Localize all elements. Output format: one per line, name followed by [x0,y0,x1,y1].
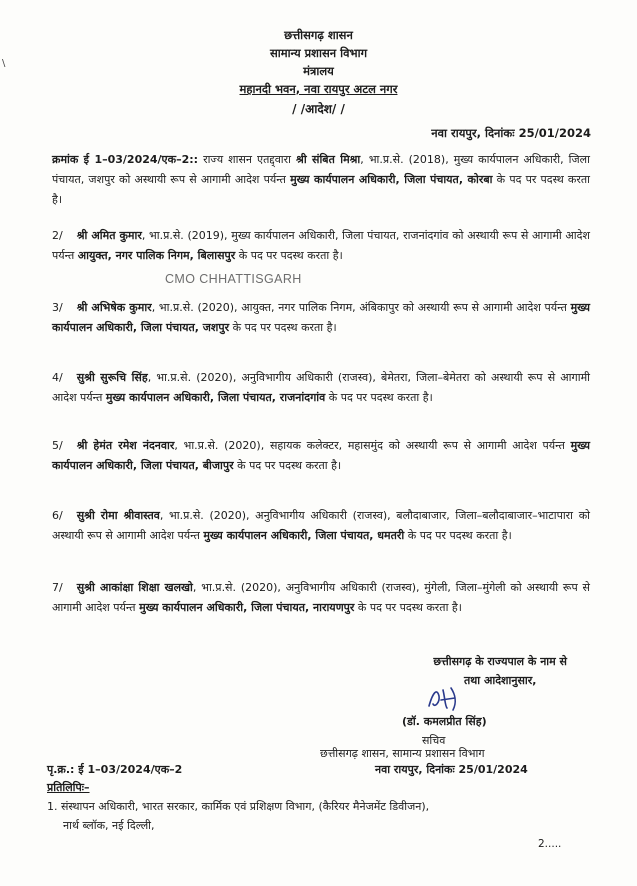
officer-name: श्री अमित कुमार [76,229,142,242]
officer-signatory-name: (डॉ. कमलप्रीत सिंह) [402,715,487,728]
order-paragraph-1 [52,150,590,210]
order-title: / /आदेश/ / [292,102,345,116]
posting: मुख्य कार्यपालन अधिकारी, जिला पंचायत, राजनांदगांव [105,391,326,404]
para-text: राज्य शासन एतद्द्वारा [198,153,297,166]
para-number: 3/ [52,301,63,314]
authority-line-2: तथा आदेशानुसार, [463,674,537,687]
officer-name: श्री हेमंत रमेश नंदनवार [76,439,175,452]
posting: मुख्य कार्यपालन अधिकारी, जिला पंचायत, कोरबा [290,173,493,186]
document-header [0,26,637,98]
para-text: , भा.प्र.से. (2020), अनुविभागीय अधिकारी (राजस्व), बेमेतरा, जिला–बेमेतरा को अस्थायी रूप से आगामी आदेश पर्यन्त [52,371,590,404]
copy-item-line: 1. संस्थापन अधिकारी, भारत सरकार, कार्मिक एवं प्रशिक्षण विभाग, (कैरियर मैनेजमेंट डिवीजन), [47,800,430,813]
para-number: 2/ [52,229,63,242]
reference-number: पृ.क्र.: ई 1–03/2024/एक–2 [47,763,183,776]
officer-date: नवा रायपुर, दिनांकः 25/01/2024 [375,763,528,776]
order-paragraph-7 [52,578,590,618]
order-paragraph-5 [52,436,590,476]
para-text: के पद पर पदस्थ करता है। [404,529,512,542]
header-ministry: मंत्रालय [303,64,334,78]
order-paragraph-3 [52,298,590,338]
posting: मुख्य कार्यपालन अधिकारी, जिला पंचायत, धमतरी [203,529,405,542]
order-paragraph-4 [52,368,590,408]
para-text: के पद पर पदस्थ करता है। [325,391,433,404]
officer-name: सुश्री सुरूचि सिंह [76,371,148,384]
para-text: , भा.प्र.से. (2020), अनुविभागीय अधिकारी (राजस्व), बलौदाबाजार, जिला–बलौदाबाजार–भाटापारा को अस्थायी रूप से आगामी आदेश पर्यन्त [52,509,590,542]
order-number: क्रमांक ई 1–03/2024/एक–2:: [52,153,199,166]
para-text: , भा.प्र.से. (2020), आयुक्त, नगर पालिक निगम, अंबिकापुर को अस्थायी रूप से आगामी आदेश पर्यन्त [151,301,571,314]
page-number: 2..... [538,838,562,850]
copy-item-line: नार्थ ब्लॉक, नई दिल्ली, [63,819,155,832]
margin-mark: \ [2,58,6,69]
order-date: नवा रायपुर, दिनांकः 25/01/2024 [431,126,591,140]
authority-line-1: छत्तीसगढ़ के राज्यपाल के नाम से [433,655,567,668]
posting: मुख्य कार्यपालन अधिकारी, जिला पंचायत, नारायणपुर [139,601,355,614]
order-paragraph-2 [52,226,590,266]
posting: आयुक्त, नगर पालिक निगम, बिलासपुर [77,249,236,262]
para-text: , भा.प्र.से. (2020), सहायक कलेक्टर, महासमुंद को अस्थायी रूप से आगामी आदेश पर्यन्त [174,439,571,452]
para-text: के पद पर पदस्थ करता है। [354,601,462,614]
para-text: , भा.प्र.से. (2019), मुख्य कार्यपालन अधिकारी, जिला पंचायत, राजनांदगांव को अस्थायी रूप से आगामी आदेश पर्यन्त [52,229,590,262]
order-paragraph-6 [52,506,590,546]
copy-list-item [47,797,587,835]
officer-name: श्री संबित मिश्रा [296,153,361,166]
posting: मुख्य कार्यपालन अधिकारी, जिला पंचायत, जशपुर [52,301,590,334]
officer-name: सुश्री आकांक्षा शिक्षा खलखो [76,581,193,594]
para-text: के पद पर पदस्थ करता है। [52,173,590,206]
para-text: के पद पर पदस्थ करता है। [229,321,337,334]
officer-designation: सचिव [422,734,446,747]
header-department: सामान्य प्रशासन विभाग [269,46,368,60]
officer-name: सुश्री रोमा श्रीवास्तव [76,509,160,522]
posting: मुख्य कार्यपालन अधिकारी, जिला पंचायत, बीजापुर [52,439,590,472]
header-government: छत्तीसगढ़ शासन [284,28,353,42]
para-number: 6/ [52,509,63,522]
watermark: CMO CHHATTISGARH [165,272,302,286]
para-text: के पद पर पदस्थ करता है। [233,459,342,472]
para-number: 5/ [52,439,63,452]
para-text: , भा.प्र.से. (2020), अनुविभागीय अधिकारी (राजस्व), मुंगेली, जिला–मुंगेली को अस्थायी रूप से आगामी आदेश पर्यन्त [52,581,590,614]
header-address: महानदी भवन, नवा रायपुर अटल नगर [239,82,398,96]
copy-label: प्रतिलिपिः– [47,781,90,794]
officer-office: छत्तीसगढ़ शासन, सामान्य प्रशासन विभाग [320,747,485,760]
para-number: 4/ [52,371,63,384]
para-text: के पद पर पदस्थ करता है। [235,249,343,262]
handwritten-signature [425,684,461,714]
officer-name: श्री अभिषेक कुमार [76,301,152,314]
para-number: 7/ [52,581,63,594]
para-text: , भा.प्र.से. (2018), मुख्य कार्यपालन अधिकारी, जिला पंचायत, जशपुर को अस्थायी रूप से आगामी आदेश पर्यन्त [52,153,590,186]
